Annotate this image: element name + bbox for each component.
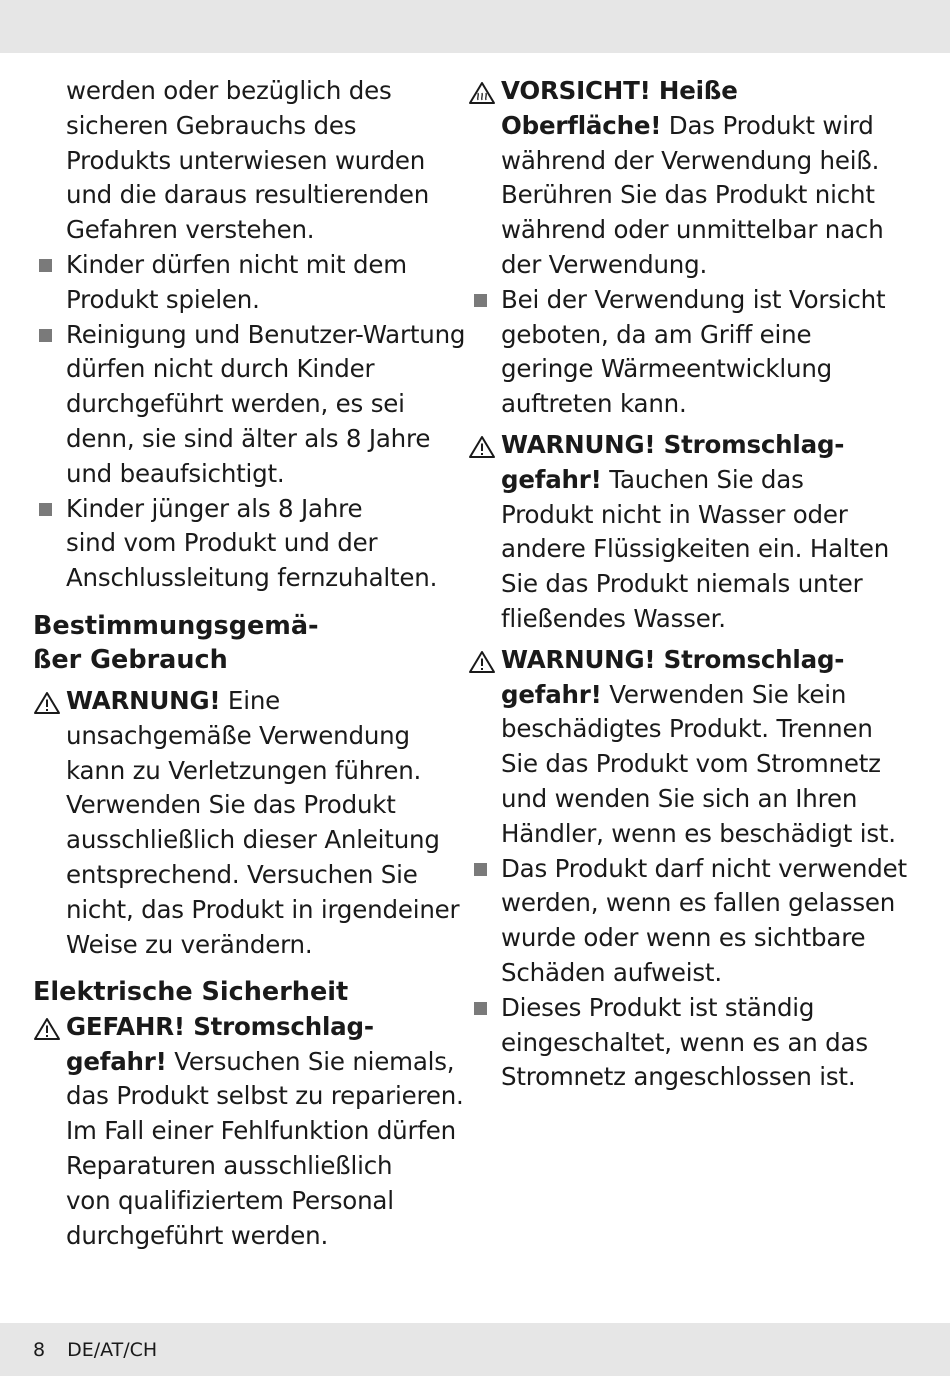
text-line: während oder unmittelbar nach: [501, 215, 884, 245]
text-line: Anschlussleitung fernzuhalten.: [66, 563, 438, 593]
square-bullet-icon: [39, 259, 52, 272]
warning-label: WARNUNG! Stromschlag-: [501, 429, 845, 459]
square-bullet-icon: [474, 863, 487, 876]
text-line: Dieses Produkt ist ständig: [501, 992, 815, 1022]
text-line: kann zu Verletzungen führen.: [66, 755, 422, 785]
top-band: [0, 0, 950, 53]
warning-label: gefahr!: [501, 464, 602, 494]
text-line: das Produkt selbst zu reparieren.: [66, 1081, 464, 1111]
warning-label: WARNUNG!: [66, 685, 221, 715]
text-line: geboten, da am Griff eine: [501, 319, 812, 349]
text-line: werden oder bezüglich des: [66, 76, 392, 105]
text-line: sind vom Produkt und der: [66, 528, 378, 558]
text-line: Kinder jünger als 8 Jahre: [66, 493, 363, 523]
caution-label: VORSICHT! Heiße: [501, 76, 738, 105]
left-column: [33, 74, 466, 1253]
bullet-children-under-8: [33, 492, 448, 596]
text-line: andere Flüssigkeiten ein. Halten: [501, 534, 890, 564]
text-line: Gefahren verstehen.: [66, 215, 315, 245]
page-footer: [33, 1337, 157, 1363]
text-line: Weise zu verändern.: [66, 929, 313, 959]
text-run: Eine: [220, 685, 281, 715]
text-line: Schäden aufweist.: [501, 957, 722, 987]
heading-electrical-safety: [33, 975, 448, 1010]
warning-triangle-icon: [468, 650, 496, 674]
text-line: Im Fall einer Fehlfunktion dürfen: [66, 1116, 457, 1146]
danger-electric-shock: [33, 1010, 464, 1254]
text-line: Reparaturen ausschließlich: [66, 1151, 393, 1181]
bullet-always-on: [468, 991, 888, 1095]
text-line: werden, wenn es fallen gelassen: [501, 888, 896, 918]
text-line: Reinigung und Benutzer-Wartung: [66, 319, 466, 349]
caution-label: Oberfläche!: [501, 110, 662, 140]
text-line: Das Produkt darf nicht verwendet: [501, 853, 907, 883]
warning-triangle-icon: [468, 435, 496, 459]
heading-line: ßer Gebrauch: [33, 645, 228, 676]
text-line: fließendes Wasser.: [501, 603, 726, 633]
text-line: ausschließlich dieser Anleitung: [66, 825, 440, 855]
square-bullet-icon: [474, 294, 487, 307]
text-line: durchgeführt werden, es sei: [66, 389, 405, 419]
bullet-cleaning: [33, 318, 466, 492]
warning-intended-use: [33, 684, 460, 962]
caution-hot-surface: [468, 74, 888, 283]
text-line: durchgeführt werden.: [66, 1220, 329, 1250]
text-line: Produkts unterwiesen wurden: [66, 145, 426, 175]
locale-label: DE/AT/CH: [67, 1339, 158, 1361]
warning-triangle-icon: [33, 691, 61, 715]
text-line: Händler, wenn es beschädigt ist.: [501, 818, 896, 848]
text-line: Produkt spielen.: [66, 284, 260, 314]
warning-damaged-product: [468, 643, 896, 852]
text-line: geringe Wärmeentwicklung: [501, 354, 833, 384]
text-line: Berühren Sie das Produkt nicht: [501, 180, 875, 210]
text-line: während der Verwendung heiß.: [501, 145, 880, 175]
text-line: und die daraus resultierenden: [66, 180, 430, 210]
heading-line: Elektrische Sicherheit: [33, 977, 349, 1008]
warning-water: [468, 428, 888, 637]
text-line: beschädigtes Produkt. Trennen: [501, 714, 873, 744]
text-line: denn, sie sind älter als 8 Jahre: [66, 423, 431, 453]
text-line: unsachgemäße Verwendung: [66, 720, 410, 750]
bullet-handle-heat: [468, 283, 888, 422]
text-line: Sie das Produkt niemals unter: [501, 569, 863, 599]
text-line: und beaufsichtigt.: [66, 458, 285, 488]
heading-line: Bestimmungsgemä-: [33, 610, 319, 641]
text-line: der Verwendung.: [501, 249, 708, 279]
square-bullet-icon: [474, 1002, 487, 1015]
page-number: 8: [33, 1339, 46, 1361]
bullet-children-play: [33, 248, 448, 318]
text-line: auftreten kann.: [501, 389, 687, 419]
warning-label: gefahr!: [501, 679, 602, 709]
text-line: Bei der Verwendung ist Vorsicht: [501, 284, 886, 314]
text-line: dürfen nicht durch Kinder: [66, 354, 375, 384]
danger-label: gefahr!: [66, 1046, 167, 1076]
heading-intended-use: [33, 609, 448, 678]
text-line: Verwenden Sie das Produkt: [66, 790, 396, 820]
text-run: Verwenden Sie kein: [601, 679, 847, 709]
hot-surface-warning-icon: [468, 81, 496, 105]
warning-triangle-icon: [33, 1017, 61, 1041]
text-line: von qualifiziertem Personal: [66, 1185, 394, 1215]
text-line: und wenden Sie sich an Ihren: [501, 783, 858, 813]
text-line: nicht, das Produkt in irgendeiner: [66, 894, 460, 924]
text-line: entsprechend. Versuchen Sie: [66, 859, 418, 889]
text-line: Sie das Produkt vom Stromnetz: [501, 749, 881, 779]
right-column: [468, 74, 907, 1095]
text-line: Stromnetz angeschlossen ist.: [501, 1062, 856, 1092]
text-line: Kinder dürfen nicht mit dem: [66, 249, 407, 279]
text-line: wurde oder wenn es sichtbare: [501, 923, 866, 953]
text-line: eingeschaltet, wenn es an das: [501, 1027, 868, 1057]
text-run: Tauchen Sie das: [601, 464, 804, 494]
continuation-paragraph: [33, 74, 448, 248]
text-run: Das Produkt wird: [661, 110, 874, 140]
warning-label: WARNUNG! Stromschlag-: [501, 644, 845, 674]
square-bullet-icon: [39, 503, 52, 516]
text-line: sicheren Gebrauchs des: [66, 110, 357, 140]
square-bullet-icon: [39, 329, 52, 342]
bullet-dropped-product: [468, 852, 907, 991]
text-run: Versuchen Sie niemals,: [166, 1046, 455, 1076]
text-line: Produkt nicht in Wasser oder: [501, 499, 848, 529]
danger-label: GEFAHR! Stromschlag-: [66, 1011, 374, 1041]
